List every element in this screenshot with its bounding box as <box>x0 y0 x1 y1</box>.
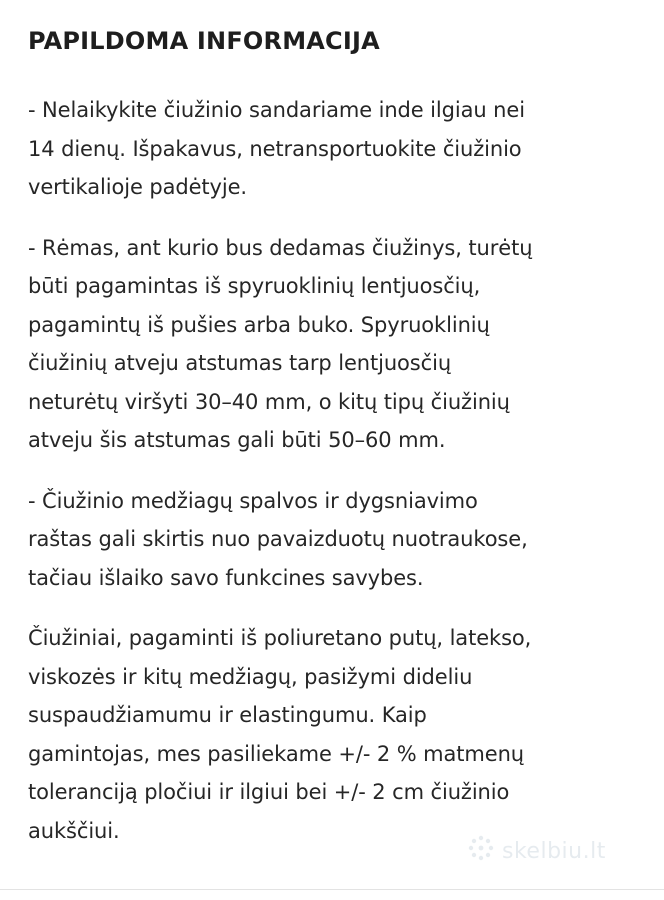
paragraph-line: raštas gali skirtis nuo pavaizduotų nuotraukose, <box>28 527 528 551</box>
paragraph-line: atveju šis atstumas gali būti 50–60 mm. <box>28 428 446 452</box>
paragraph-line: Čiužiniai, pagaminti iš poliuretano putų, latekso, <box>28 626 532 650</box>
paragraph-colors <box>28 482 652 598</box>
paragraph-line: gamintojas, mes pasiliekame +/- 2 % matmenų <box>28 741 524 766</box>
bottom-divider <box>0 889 664 890</box>
watermark <box>466 834 606 868</box>
section-title: PAPILDOMA INFORMACIJA <box>28 27 380 55</box>
paragraph-line: - Nelaikykite čiužinio sandariame inde ilgiau nei <box>28 98 525 122</box>
paragraph-line: - Rėmas, ant kurio bus dedamas čiužinys, turėtų <box>28 235 533 260</box>
paragraph-line: tačiau išlaiko savo funkcines savybes. <box>28 565 424 590</box>
paragraph-frame <box>28 229 652 460</box>
paragraph-line: pagamintų iš pušies arba buko. Spyruoklinių <box>28 312 490 337</box>
paragraph-line: neturėtų viršyti 30–40 mm, o kitų tipų čiužinių <box>28 389 510 414</box>
paragraph-tolerance <box>28 619 652 850</box>
additional-info-section <box>28 22 652 872</box>
paragraph-line: čiužinių atveju atstumas tarp lentjuosčių <box>28 351 452 375</box>
paragraph-line: būti pagamintas iš spyruoklinių lentjuosčių, <box>28 274 481 298</box>
paragraph-line: aukščiui. <box>28 818 120 843</box>
paragraph-line: toleranciją pločiui ir ilgiui bei +/- 2 cm čiužinio <box>28 780 510 804</box>
watermark-text: skelbiu.lt <box>502 838 606 864</box>
paragraph-line: vertikalioje padėtyje. <box>28 175 247 199</box>
paragraph-line: 14 dienų. Išpakavus, netransportuokite čiužinio <box>28 136 522 161</box>
dots-logo-icon <box>466 834 496 868</box>
paragraph-storage <box>28 91 652 207</box>
paragraph-line: viskozės ir kitų medžiagų, pasižymi dideliu <box>28 664 473 689</box>
paragraph-line: suspaudžiamumu ir elastingumu. Kaip <box>28 703 427 727</box>
paragraph-line: - Čiužinio medžiagų spalvos ir dygsniavimo <box>28 488 478 513</box>
